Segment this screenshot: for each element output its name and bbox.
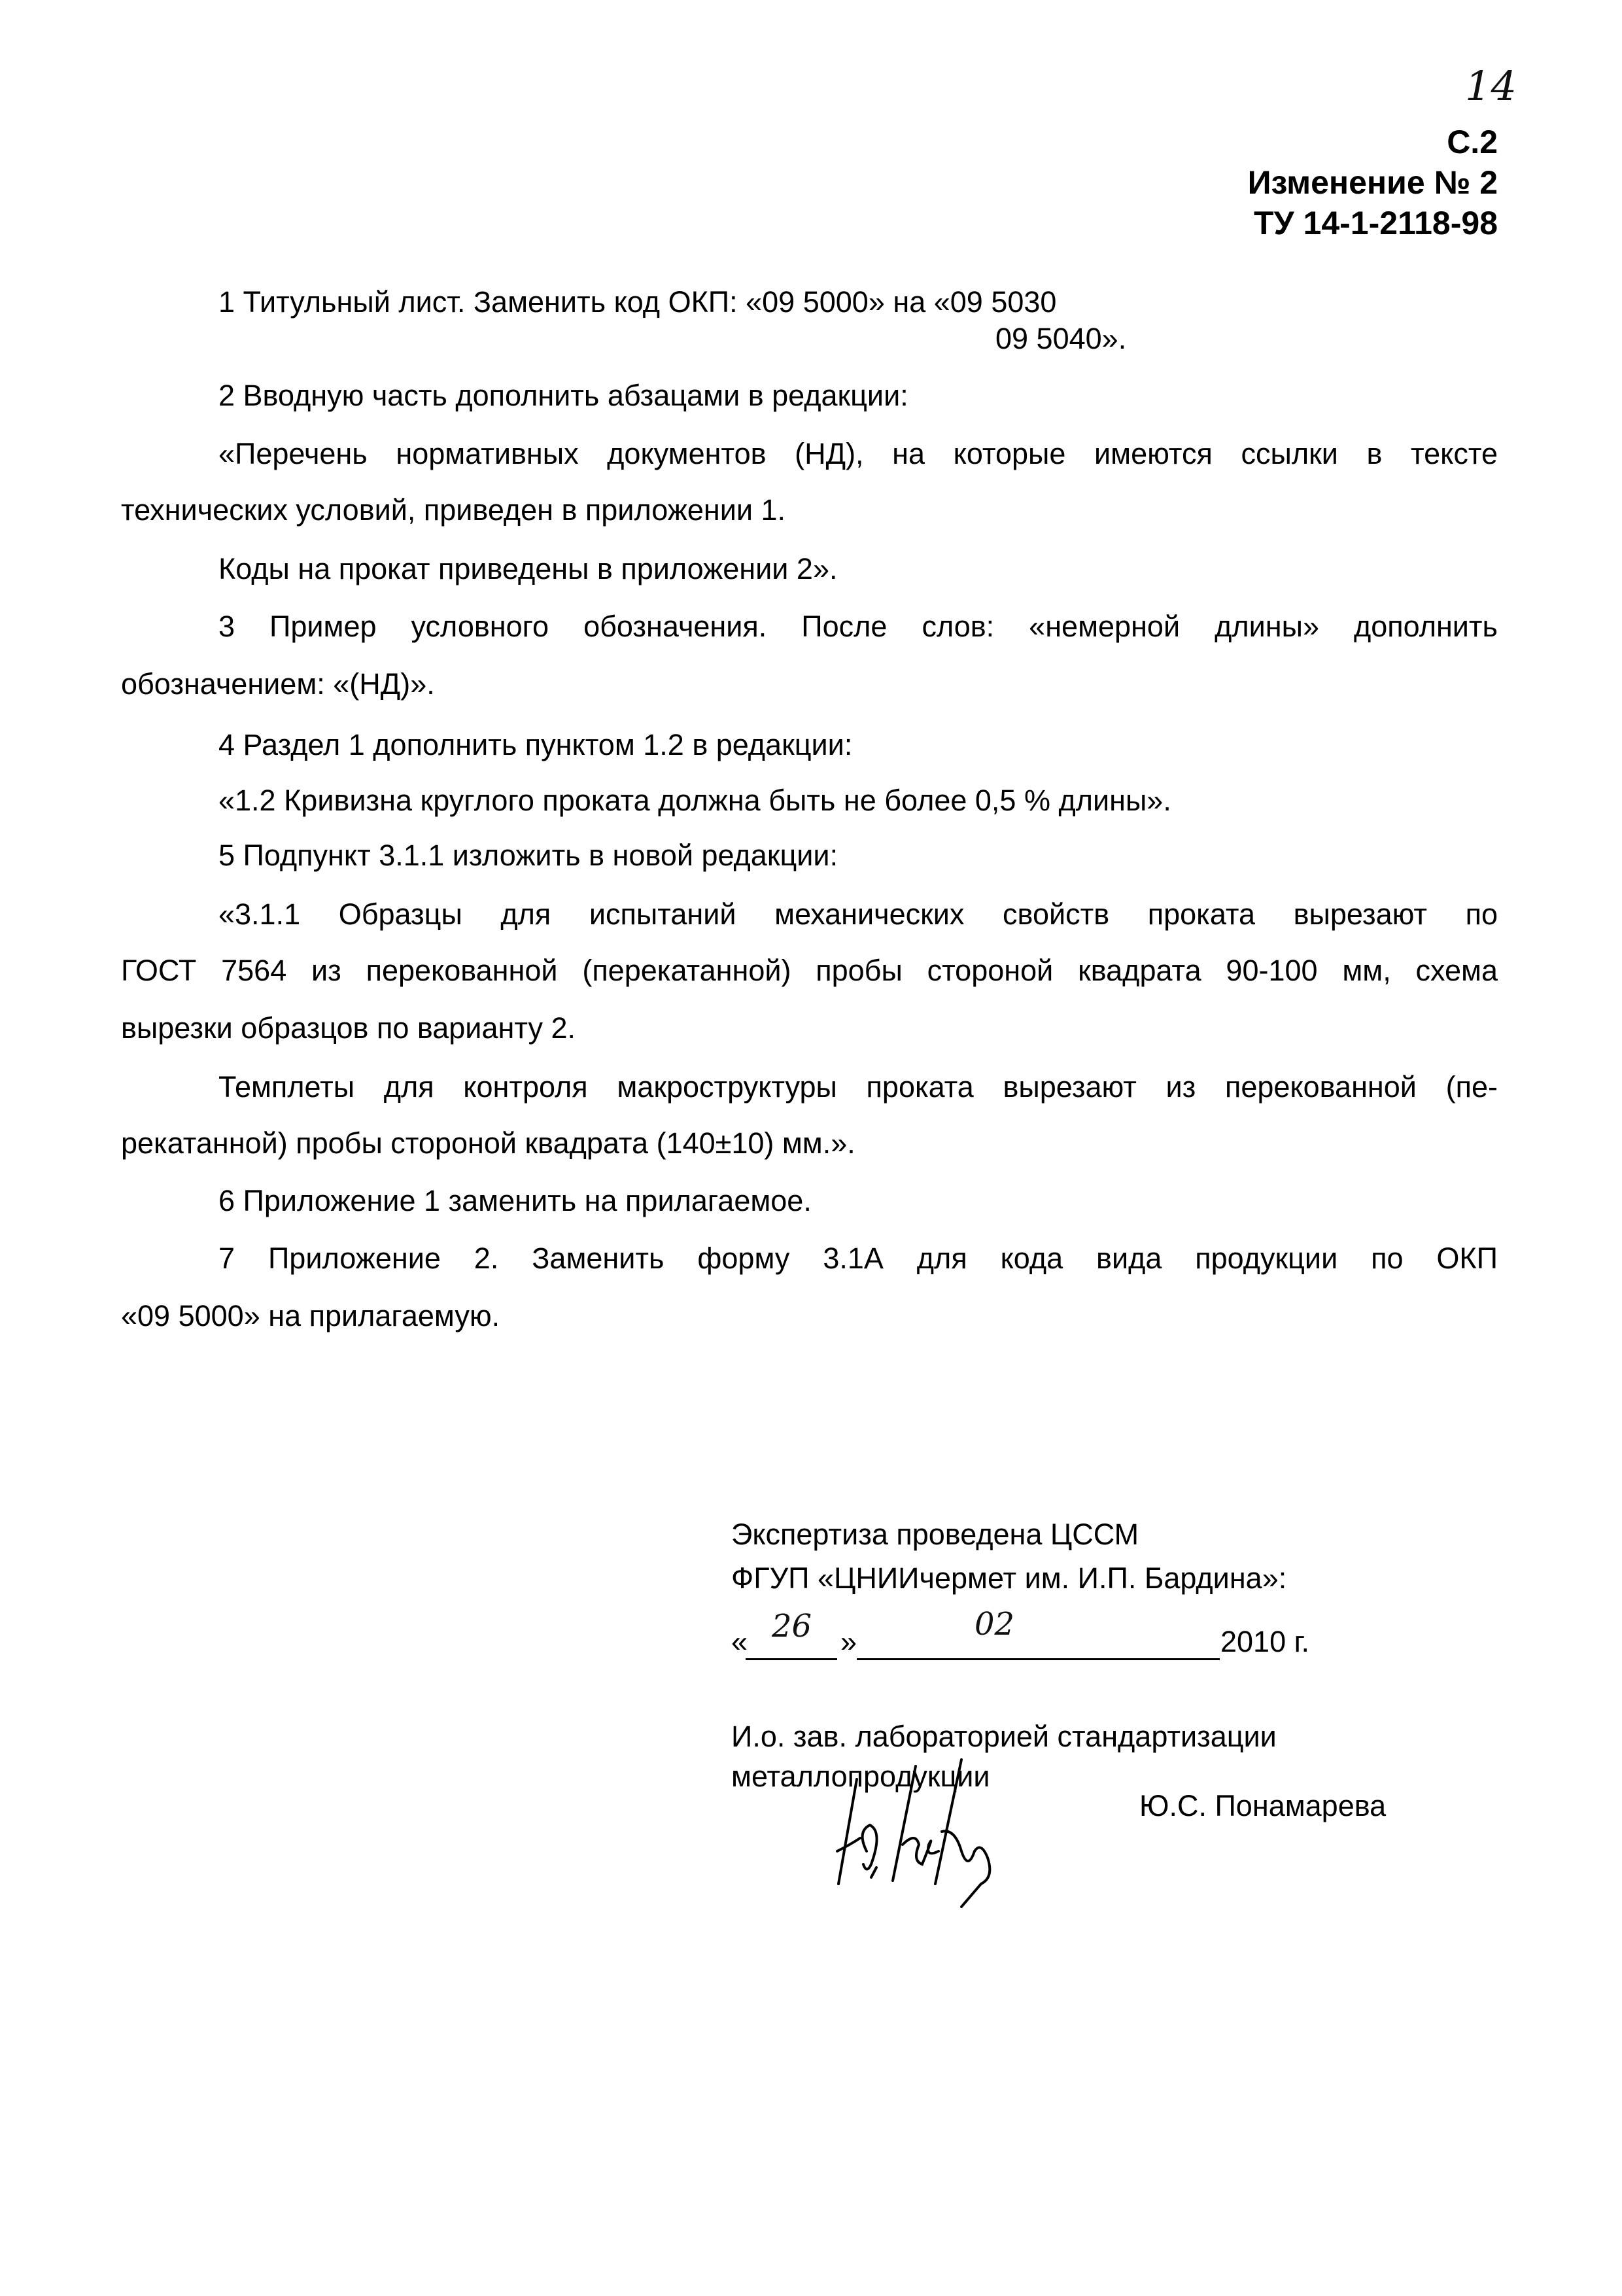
date-open-quote: « bbox=[731, 1625, 748, 1658]
signature bbox=[831, 1753, 1027, 1897]
paragraph-line: 1 Титульный лист. Заменить код ОКП: «09 5000» на «09 5030 bbox=[218, 285, 1057, 319]
paragraph-line: «09 5000» на прилагаемую. bbox=[121, 1299, 500, 1332]
paragraph-line: «1.2 Кривизна круглого проката должна быть не более 0,5 % длины». bbox=[218, 784, 1171, 817]
paragraph-line: 4 Раздел 1 дополнить пунктом 1.2 в редакции: bbox=[218, 728, 853, 761]
paragraph-line: 7 Приложение 2. Заменить форму 3.1А для кода вида продукции по ОКП bbox=[218, 1242, 1498, 1275]
paragraph-line: 5 Подпункт 3.1.1 изложить в новой редакции: bbox=[218, 839, 838, 872]
date-year: 2010 г. bbox=[1220, 1625, 1310, 1658]
paragraph-line: рекатанной) пробы стороной квадрата (140±10) мм.». bbox=[121, 1126, 855, 1160]
month-underline bbox=[857, 1658, 1220, 1660]
paragraph-line: Коды на прокат приведены в приложении 2». bbox=[218, 552, 838, 585]
paragraph-line: 2 Вводную часть дополнить абзацами в редакции: bbox=[218, 379, 908, 412]
spec-number: ТУ 14-1-2118-98 bbox=[1254, 205, 1498, 241]
paragraph-line: технических условий, приведен в приложении 1. bbox=[121, 493, 786, 527]
paragraph-line: обозначением: «(НД)». bbox=[121, 667, 435, 701]
handwritten-page-number: 14 bbox=[1465, 62, 1517, 110]
signer-position: металлопродукции bbox=[731, 1760, 990, 1793]
signer-position: И.о. зав. лабораторией стандартизации bbox=[731, 1720, 1277, 1753]
paragraph-line: вырезки образцов по варианту 2. bbox=[121, 1011, 576, 1045]
paragraph-line: «Перечень нормативных документов (НД), на которые имеются ссылки в тексте bbox=[218, 437, 1498, 470]
date-day: 26 bbox=[772, 1608, 812, 1644]
change-number: Изменение № 2 bbox=[1247, 164, 1498, 201]
date-month: 02 bbox=[975, 1606, 1015, 1643]
paragraph-line: 3 Пример условного обозначения. После слов: «немерной длины» дополнить bbox=[218, 610, 1498, 643]
page-label: С.2 bbox=[1447, 124, 1498, 160]
approval-line: ФГУП «ЦНИИчермет им. И.П. Бардина»: bbox=[731, 1561, 1287, 1595]
signer-name: Ю.С. Понамарева bbox=[1139, 1789, 1387, 1822]
paragraph-line: ГОСТ 7564 из перекованной (перекатанной) пробы стороной квадрата 90-100 мм, схема bbox=[121, 954, 1498, 987]
approval-line: Экспертиза проведена ЦССМ bbox=[731, 1518, 1139, 1551]
paragraph-line: 6 Приложение 1 заменить на прилагаемое. bbox=[218, 1184, 812, 1217]
day-underline bbox=[746, 1658, 837, 1660]
paragraph-line: «3.1.1 Образцы для испытаний механических свойств проката вырезают по bbox=[218, 897, 1498, 931]
paragraph-line: 09 5040». bbox=[995, 322, 1127, 355]
paragraph-line: Темплеты для контроля макроструктуры проката вырезают из перекованной (пе- bbox=[218, 1070, 1498, 1104]
date-close-quote: » bbox=[840, 1625, 857, 1658]
